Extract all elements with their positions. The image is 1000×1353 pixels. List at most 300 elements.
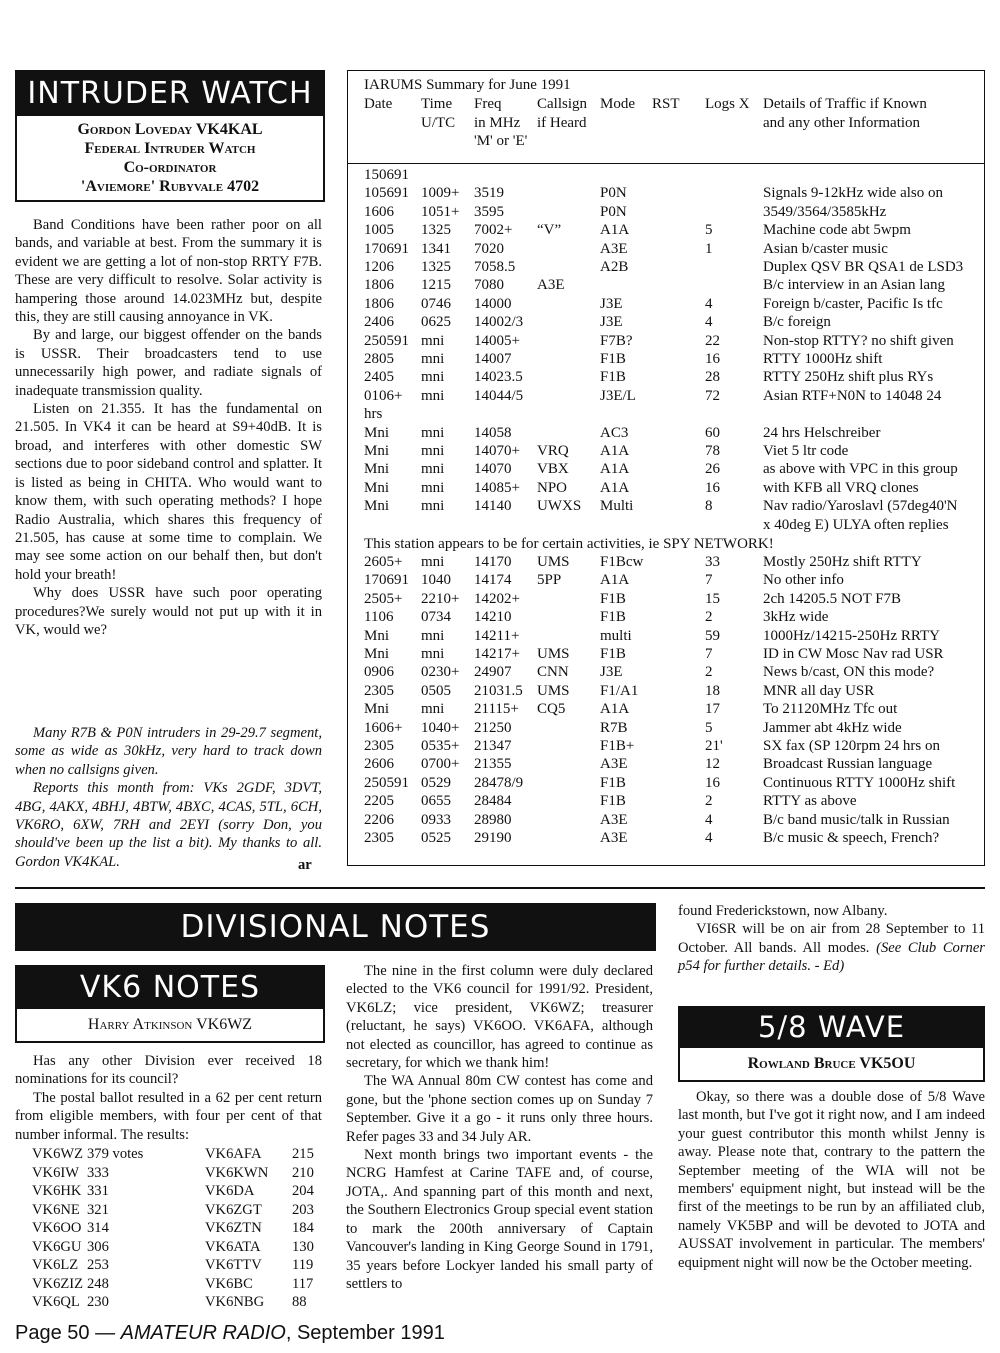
table-row — [364, 406, 980, 424]
vote-results-table — [32, 1146, 322, 1316]
body-paragraph: The WA Annual 80m CW contest has come and gone, but the 'phone section comes up on Sunday 7 September. Give it a go - it runs only three hours. Refer pages 33 and 34 July AR. — [346, 1073, 653, 1145]
table-cell: mni — [421, 461, 445, 478]
body-paragraph: Why does USSR have such poor operating procedures?We surely would not put up with it in VK, would we? — [15, 585, 322, 638]
table-cell: 2 — [705, 609, 713, 626]
table-cell: RTTY 1000Hz shift — [763, 351, 883, 367]
table-cell: P0N — [600, 185, 627, 202]
table-cell: A1A — [600, 222, 630, 239]
table-cell: 7002+ — [474, 222, 513, 239]
vote-callsign: VK6OO — [32, 1220, 82, 1236]
italic-note: Many R7B & P0N intruders in 29-29.7 segment, some as wide as 30kHz, very hard to track down when no callsigns given. — [15, 725, 322, 778]
intruder-watch-body — [15, 216, 322, 639]
table-cell: A3E — [600, 240, 628, 257]
table-cell: 14210 — [474, 609, 512, 626]
table-cell: 1806 — [364, 277, 394, 294]
wave-body — [678, 1088, 985, 1272]
table-cell: A1A — [600, 443, 630, 459]
byline-author: Gordon Loveday VK4KAL — [77, 121, 263, 138]
table-row — [364, 185, 980, 203]
body-paragraph: found Frederickstown, now Albany. — [678, 903, 888, 919]
table-row — [364, 296, 980, 314]
table-cell: B/c music & speech, French? — [763, 830, 940, 846]
table-cell: 4 — [705, 811, 713, 828]
table-cell: F1B — [600, 369, 626, 386]
vote-callsign: VK6IW — [32, 1164, 80, 1181]
table-cell: Continuous RTTY 1000Hz shift — [763, 774, 956, 791]
table-cell: x 40deg E) ULYA often replies — [763, 516, 949, 533]
table-cell: 1051+ — [421, 203, 460, 220]
vk6-body — [15, 1052, 322, 1144]
table-cell: 21355 — [474, 756, 512, 773]
table-cell: 15 — [705, 590, 720, 607]
table-cell: UMS — [537, 646, 570, 662]
header-logs: Logs X — [705, 96, 750, 112]
vote-count: 88 — [292, 1294, 307, 1310]
vote-count: 117 — [292, 1275, 314, 1292]
vote-count: 253 — [87, 1257, 109, 1273]
table-cell: NPO — [537, 479, 568, 496]
table-cell: “V” — [537, 222, 562, 239]
table-cell: Mni — [364, 479, 390, 496]
table-cell: 0230+ — [421, 664, 460, 681]
table-cell: mni — [421, 424, 445, 441]
table-cell: 2210+ — [421, 590, 460, 607]
table-cell: 28484 — [474, 793, 512, 810]
table-cell: Nav radio/Yaroslavl (57deg40'N — [763, 498, 958, 515]
table-row — [364, 204, 980, 222]
table-cell: R7B — [600, 719, 628, 736]
table-cell: 1215 — [421, 277, 451, 294]
table-row — [364, 701, 980, 719]
table-cell: 59 — [705, 627, 720, 644]
byline-role-2: Co-ordinator — [123, 159, 217, 176]
table-cell: 14007 — [474, 351, 512, 367]
table-cell: VBX — [537, 461, 569, 478]
table-cell: 7 — [705, 646, 713, 662]
vote-count: 331 — [87, 1183, 109, 1199]
table-cell: 24907 — [474, 664, 512, 681]
table-cell: Mni — [364, 443, 390, 459]
table-row — [364, 388, 980, 406]
table-cell: 14002/3 — [474, 314, 524, 331]
table-cell: 0933 — [421, 811, 451, 828]
table-cell: 28478/9 — [474, 774, 524, 791]
table-cell: 2205 — [364, 793, 394, 810]
five-eighths-wave-banner — [678, 1006, 985, 1048]
table-row — [364, 609, 980, 627]
table-cell: A3E — [537, 277, 565, 294]
table-cell: 21250 — [474, 719, 512, 736]
table-cell: Mni — [364, 498, 390, 515]
table-row — [364, 425, 980, 443]
table-cell: 2805 — [364, 351, 394, 367]
vote-callsign: VK6ZIZ — [32, 1275, 84, 1292]
table-cell: 28 — [705, 369, 720, 386]
table-cell: 14211+ — [474, 627, 520, 644]
table-cell: 0535+ — [421, 738, 460, 754]
table-cell: 78 — [705, 443, 720, 459]
table-row — [364, 646, 980, 664]
table-cell: 24 hrs Helschreiber — [763, 424, 881, 441]
table-cell: 0655 — [421, 793, 451, 810]
table-cell: 12 — [705, 756, 720, 773]
editor-note: (See Club Corner p54 for further details. - Ed) — [678, 939, 985, 975]
table-row — [364, 664, 980, 682]
table-cell: 250591 — [364, 774, 409, 791]
table-cell: mni — [421, 387, 445, 404]
table-cell: 22 — [705, 332, 720, 349]
table-title: IARUMS Summary for June 1991 — [364, 77, 571, 93]
table-cell: 17 — [705, 701, 720, 718]
table-cell: multi — [600, 627, 632, 644]
table-cell: Mni — [364, 461, 390, 478]
table-cell: mni — [421, 443, 445, 459]
table-row — [364, 812, 980, 830]
table-row — [364, 259, 980, 277]
vk6-notes-title: VK6 NOTES — [79, 969, 261, 1005]
table-cell: 21347 — [474, 738, 512, 754]
byline-address: 'Aviemore' Rubyvale 4702 — [80, 178, 260, 195]
table-cell: Viet 5 ltr code — [763, 443, 849, 459]
table-cell: F1Bcw — [600, 554, 644, 570]
table-cell: CQ5 — [537, 701, 566, 718]
table-cell: with KFB all VRQ clones — [763, 479, 919, 496]
table-row — [364, 628, 980, 646]
table-cell: mni — [421, 369, 445, 386]
table-cell: 1206 — [364, 259, 394, 275]
table-cell: 1606 — [364, 203, 394, 220]
vote-callsign: VK6ATA — [205, 1238, 261, 1255]
table-cell: 60 — [705, 424, 720, 441]
table-cell: 1040 — [421, 572, 451, 589]
table-row — [364, 241, 980, 259]
wave-byline — [678, 1048, 985, 1082]
table-cell: 14044/5 — [474, 387, 524, 404]
table-cell: J3E — [600, 314, 623, 331]
table-cell: 2505+ — [364, 590, 403, 607]
table-cell: To 21120MHz Tfc out — [763, 701, 898, 718]
table-cell: 2ch 14205.5 NOT F7B — [763, 590, 902, 607]
table-cell: 1325 — [421, 259, 451, 275]
table-cell: 8 — [705, 498, 713, 515]
table-cell: F1B — [600, 609, 626, 626]
table-cell: 14174 — [474, 572, 512, 589]
table-cell: J3E — [600, 664, 623, 681]
table-cell: 5 — [705, 719, 713, 736]
table-cell: mni — [421, 498, 445, 515]
vote-count: 306 — [87, 1238, 109, 1255]
vote-count: 210 — [292, 1164, 314, 1181]
table-cell: B/c band music/talk in Russian — [763, 811, 950, 828]
table-cell: 14000 — [474, 295, 512, 312]
vote-callsign: VK6ZGT — [205, 1201, 262, 1218]
table-cell: 7080 — [474, 277, 504, 294]
table-cell: mni — [421, 701, 445, 718]
header-rst: RST — [652, 96, 680, 112]
table-row — [364, 314, 980, 332]
table-cell: 1341 — [421, 240, 451, 257]
table-cell: mni — [421, 554, 445, 570]
table-cell: 18 — [705, 682, 720, 699]
table-cell: Broadcast Russian language — [763, 756, 933, 773]
table-cell: 0746 — [421, 295, 451, 312]
page-number: Page 50 — [15, 1322, 90, 1344]
table-cell: Mni — [364, 701, 390, 718]
table-cell: mni — [421, 479, 445, 496]
vote-callsign: VK6ZTN — [205, 1220, 262, 1236]
table-cell: Multi — [600, 498, 634, 515]
table-cell: 105691 — [364, 185, 409, 202]
table-cell: 1106 — [364, 609, 394, 626]
vote-callsign: VK6LZ — [32, 1257, 79, 1273]
vk6-body-end — [678, 902, 985, 976]
table-cell: 14070 — [474, 461, 512, 478]
byline-author: Rowland Bruce VK5OU — [747, 1055, 916, 1072]
table-cell: Non-stop RTTY? no shift given — [763, 332, 954, 349]
table-cell: 2405 — [364, 369, 394, 386]
body-paragraph: The nine in the first column were duly declared elected to the VK6 council for 1991/92. President, VK6LZ; vice president, VK6WZ; treasurer (reluctant, he says) VK6OO. VK6AFA, although not elected as councillor, has agreed to continue as secretary, for which we thank him! — [346, 963, 653, 1072]
table-cell: 16 — [705, 774, 720, 791]
body-paragraph: Band Conditions have been rather poor on all bands, and variable at best. From the summary it is evident we are getting a lot of non-stop RRTY F7B. These are very difficult to resolve. Solar activity is hampering those around 14.023MHz but, despite this, they are still causing annoyance in VK. — [15, 217, 322, 326]
header-callsign: Callsign if Heard — [537, 96, 588, 131]
table-cell: 14170 — [474, 554, 512, 570]
vote-callsign: VK6WZ — [32, 1146, 84, 1162]
table-cell: Mni — [364, 424, 390, 441]
table-cell: 2606 — [364, 756, 394, 773]
header-divider — [348, 163, 984, 164]
table-row — [364, 443, 980, 461]
table-cell: 0529 — [421, 774, 451, 791]
table-cell: A1A — [600, 572, 630, 589]
vote-callsign: VK6DA — [205, 1183, 255, 1199]
table-cell: 5PP — [537, 572, 562, 589]
table-cell: CNN — [537, 664, 569, 681]
table-cell: mni — [421, 646, 445, 662]
table-row — [364, 572, 980, 590]
table-cell: Foreign b/caster, Pacific Is tfc — [763, 295, 943, 312]
table-cell: Duplex QSV BR QSA1 de LSD3 — [763, 259, 964, 275]
vote-count: 314 — [87, 1220, 109, 1236]
table-cell: F1B — [600, 646, 626, 662]
table-cell: 4 — [705, 830, 713, 846]
vote-callsign: VK6TTV — [205, 1257, 262, 1273]
header-details: Details of Traffic if Known and any other Information — [763, 96, 927, 131]
table-cell: 1 — [705, 240, 713, 257]
table-cell: 29190 — [474, 830, 512, 846]
section-divider — [15, 887, 985, 889]
table-cell: Mni — [364, 646, 390, 662]
table-cell: 0734 — [421, 609, 451, 626]
table-cell: UWXS — [537, 498, 582, 515]
table-cell: No other info — [763, 572, 844, 589]
table-cell: 2 — [705, 664, 713, 681]
table-cell: 2206 — [364, 811, 394, 828]
header-date: Date — [364, 96, 393, 112]
table-cell: hrs — [364, 406, 383, 423]
table-cell: A1A — [600, 701, 630, 718]
table-cell: News b/cast, ON this mode? — [763, 664, 935, 681]
spy-network-note: This station appears to be for certain activities, ie SPY NETWORK! — [364, 536, 774, 552]
table-row — [364, 720, 980, 738]
body-paragraph: VI6SR will be on air from 28 September to 11 October. All bands. All modes. (See Club Corner p54 for further details. - Ed) — [678, 921, 985, 975]
vote-callsign: VK6GU — [32, 1238, 82, 1255]
table-cell: 1606+ — [364, 719, 403, 736]
vote-callsign: VK6NBG — [205, 1294, 265, 1310]
table-cell: VRQ — [537, 443, 569, 459]
table-cell: 28980 — [474, 811, 512, 828]
table-cell: Asian RTF+N0N to 14048 24 — [763, 387, 942, 404]
table-cell: 7058.5 — [474, 259, 516, 275]
table-cell: 2305 — [364, 738, 394, 754]
table-cell: 250591 — [364, 332, 409, 349]
table-cell: MNR all day USR — [763, 682, 875, 699]
body-paragraph: By and large, our biggest offender on the bands is USSR. Their broadcasters tend to use unnecessarily high power, and radiate signals of inadequate transmission quality. — [15, 327, 322, 399]
five-eighths-wave-title: 5/8 WAVE — [757, 1010, 906, 1044]
table-cell: 4 — [705, 314, 713, 331]
table-cell: UMS — [537, 554, 570, 570]
table-cell: 1325 — [421, 222, 451, 239]
body-paragraph: Next month brings two important events - the NCRG Hamfest at Carine TAFE and, of course, JOTA,. And spanning part of this month and next, the Southern Electronics Group special event station to mark the 200th anniversary of Captain Vancouver's landing in King George Sound in 1791, 35 years before Lockyer landed his small party of settlers to — [346, 1147, 653, 1292]
table-cell: 3595 — [474, 203, 504, 220]
table-cell: 14202+ — [474, 590, 520, 607]
table-row — [364, 222, 980, 240]
table-row — [364, 738, 980, 756]
italic-note: Reports this month from: VKs 2GDF, 3DVT, 4BG, 4AKX, 4BHJ, 4BTW, 4BXC, 4CAS, 5TL, 6CH, VK6RO, 6XW, 7RH and 2EYI (sorry Don, you should've been up the list a bit). My thanks to all. Gordon VK4KAL. — [15, 780, 322, 870]
table-cell: 14023.5 — [474, 369, 523, 386]
table-cell: mni — [421, 351, 445, 367]
table-cell: 14140 — [474, 498, 512, 515]
vote-count: 119 — [292, 1257, 314, 1273]
vote-callsign: VK6HK — [32, 1183, 82, 1199]
table-cell: 0700+ — [421, 756, 460, 773]
table-cell: J3E — [600, 295, 623, 312]
body-paragraph: The postal ballot resulted in a 62 per cent return from eligible members, with four per cent of that number informal. The results: — [15, 1089, 322, 1143]
table-row — [364, 333, 980, 351]
table-cell: RTTY 250Hz shift plus RYs — [763, 369, 934, 386]
table-cell: F1B — [600, 774, 626, 791]
header-freq: Freq in MHz 'M' or 'E' — [474, 96, 528, 149]
table-cell: 150691 — [364, 167, 409, 183]
table-row — [364, 498, 980, 516]
table-cell: 0505 — [421, 682, 451, 699]
body-paragraph: Listen on 21.355. It has the fundamental on 21.505. In VK4 it can be heard at S9+40dB. It is broad, and interferes with other domestic SW sections due to poor sideband control and splatter. It is listed as being in CHITA. Who would want to know them, with such operating methods? I hope Radio Australia, which shares this frequency of 21.505, has cause at some time to complain. We may see some action on our behalf then, but don't hold your breath! — [15, 401, 322, 583]
table-cell: 14005+ — [474, 332, 520, 349]
table-cell: F1B — [600, 590, 626, 607]
page-footer: Page 50 — AMATEUR RADIO, September 1991 — [15, 1322, 445, 1344]
body-paragraph: Okay, so there was a double dose of 5/8 Wave last month, but I've got it right now, and I am indeed your guest contributor this month whilst Jenny is away. Please note that, contrary to the pattern the September meeting of the WIA will not be members' equipment night, but instead will be the first of the meetings to be run by an affiliated club, namely VK5BP and will be devoted to JOTA and AUSSAT involvement in particular. The members' equipment night will now be the October meeting. — [678, 1089, 985, 1271]
table-cell: 16 — [705, 351, 720, 367]
table-cell: mni — [421, 332, 445, 349]
table-cell: AC3 — [600, 424, 629, 441]
table-cell: 4 — [705, 295, 713, 312]
intruder-watch-banner — [15, 70, 325, 116]
issue-date: , September 1991 — [285, 1322, 445, 1344]
table-cell: 1040+ — [421, 719, 460, 736]
table-row — [364, 461, 980, 479]
table-cell: 14217+ — [474, 646, 520, 662]
table-cell: Mostly 250Hz shift RTTY — [763, 554, 922, 570]
table-cell: 5 — [705, 222, 713, 239]
table-cell: 0906 — [364, 664, 394, 681]
table-cell: 170691 — [364, 240, 409, 257]
table-cell: J3E/L — [600, 387, 636, 404]
table-cell: Machine code abt 5wpm — [763, 222, 911, 239]
table-row — [364, 554, 980, 572]
magazine-name: AMATEUR RADIO — [120, 1322, 286, 1344]
table-cell: F1B — [600, 793, 626, 810]
vote-callsign: VK6QL — [32, 1294, 80, 1310]
table-cell: 7 — [705, 572, 713, 589]
table-cell: 26 — [705, 461, 720, 478]
table-cell: B/c foreign — [763, 314, 831, 331]
table-cell: mni — [421, 627, 445, 644]
vote-count: 379 votes — [87, 1146, 144, 1162]
table-row — [364, 775, 980, 793]
byline-author: Harry Atkinson VK6WZ — [87, 1016, 253, 1033]
table-cell: 2305 — [364, 830, 394, 846]
table-cell: 1806 — [364, 295, 394, 312]
table-row — [364, 830, 980, 848]
table-cell: 0106+ — [364, 387, 403, 404]
vk6-notes-banner — [15, 965, 325, 1009]
vote-count: 203 — [292, 1201, 314, 1218]
table-row — [364, 351, 980, 369]
table-cell: Jammer abt 4kHz wide — [763, 719, 902, 736]
table-cell: A3E — [600, 830, 628, 846]
table-cell: 0625 — [421, 314, 451, 331]
table-cell: 2605+ — [364, 554, 403, 570]
table-cell: ID in CW Mosc Nav rad USR — [763, 646, 944, 662]
table-cell: 1005 — [364, 222, 394, 239]
table-cell: 14085+ — [474, 479, 520, 496]
table-cell: 21031.5 — [474, 682, 523, 699]
table-row — [364, 517, 980, 535]
table-cell: 170691 — [364, 572, 409, 589]
table-cell: A3E — [600, 756, 628, 773]
vk6-body-continued — [346, 962, 653, 1293]
byline-role: Federal Intruder Watch — [84, 140, 256, 157]
vk6-byline — [15, 1009, 325, 1043]
table-cell: SX fax (SP 120rpm 24 hrs on — [763, 738, 940, 754]
vote-callsign: VK6NE — [32, 1201, 80, 1218]
iarums-summary-table — [347, 70, 985, 866]
table-cell: 3549/3564/3585kHz — [763, 203, 887, 220]
table-cell: A3E — [600, 811, 628, 828]
table-cell: 21' — [705, 738, 723, 754]
intruder-watch-byline — [15, 116, 325, 202]
table-cell: Asian b/caster music — [763, 240, 888, 257]
table-cell: RTTY as above — [763, 793, 857, 810]
table-cell: 33 — [705, 554, 720, 570]
table-cell: 14070+ — [474, 443, 520, 459]
table-cell: 7020 — [474, 240, 504, 257]
table-cell: 2 — [705, 793, 713, 810]
vote-callsign: VK6BC — [205, 1275, 253, 1292]
table-cell: B/c interview in an Asian lang — [763, 277, 946, 294]
table-cell: as above with VPC in this group — [763, 461, 958, 478]
vote-count: 333 — [87, 1164, 109, 1181]
table-row — [364, 277, 980, 295]
table-cell: 16 — [705, 479, 720, 496]
table-cell: F7B? — [600, 332, 633, 349]
table-cell: 1000Hz/14215-250Hz RRTY — [763, 627, 940, 644]
table-row — [364, 756, 980, 774]
vote-count: 248 — [87, 1275, 109, 1292]
table-row — [364, 591, 980, 609]
intruder-watch-notes — [15, 724, 322, 871]
divisional-notes-banner — [15, 903, 656, 951]
table-cell: UMS — [537, 682, 570, 699]
